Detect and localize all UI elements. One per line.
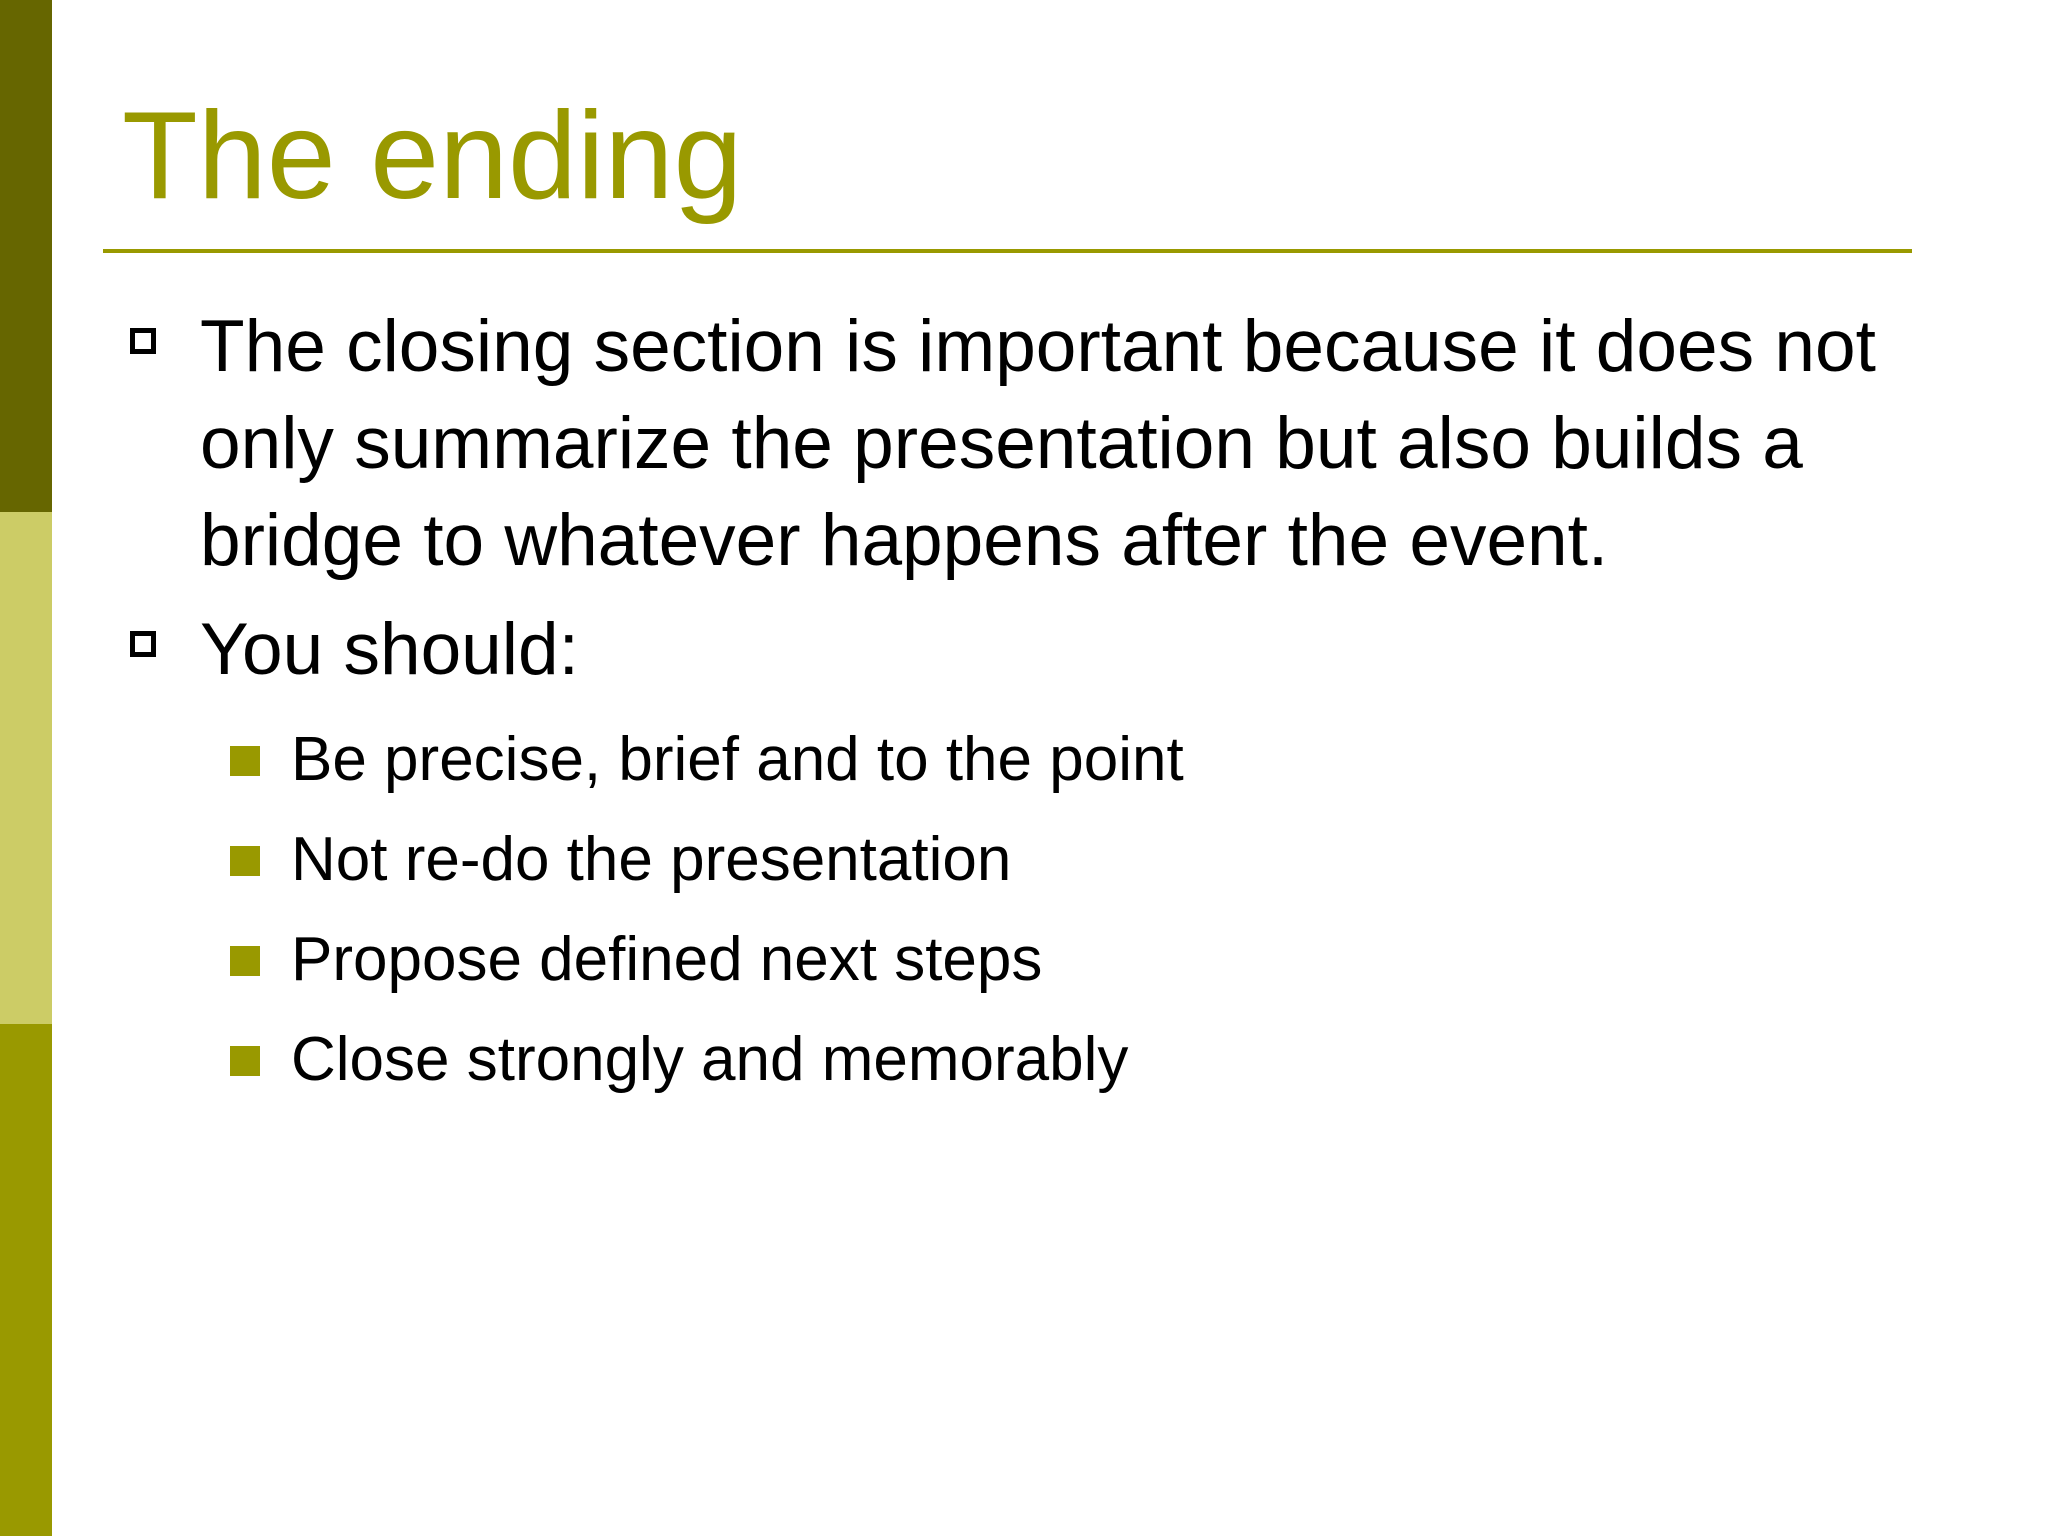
bullet-item [126, 298, 1926, 589]
filled-square-bullet-icon [230, 746, 260, 776]
sidebar-band-olive [0, 1024, 52, 1536]
slide-body [126, 298, 1926, 1110]
sub-bullet-item [126, 710, 1926, 810]
sub-bullet-list [126, 710, 1926, 1110]
sidebar-band-light [0, 512, 52, 1024]
slide-title: The ending [122, 87, 743, 225]
bullet-text: You should: [200, 609, 579, 690]
filled-square-bullet-icon [230, 1046, 260, 1076]
hollow-square-bullet-icon [130, 328, 156, 354]
sub-bullet-text: Not re-do the presentation [291, 825, 1012, 894]
filled-square-bullet-icon [230, 946, 260, 976]
filled-square-bullet-icon [230, 846, 260, 876]
sub-bullet-text: Be precise, brief and to the point [291, 725, 1184, 794]
sub-bullet-item [126, 910, 1926, 1010]
sub-bullet-item [126, 810, 1926, 910]
hollow-square-bullet-icon [130, 631, 156, 657]
title-underline [103, 249, 1912, 253]
bullet-item [126, 601, 1926, 698]
sub-bullet-text: Close strongly and memorably [291, 1025, 1129, 1094]
sidebar-band-dark [0, 0, 52, 512]
sub-bullet-item [126, 1010, 1926, 1110]
bullet-text: The closing section is important because it does not only summarize the presentation but also builds a bridge to whatever happens after the event. [200, 306, 1876, 581]
sub-bullet-text: Propose defined next steps [291, 925, 1043, 994]
